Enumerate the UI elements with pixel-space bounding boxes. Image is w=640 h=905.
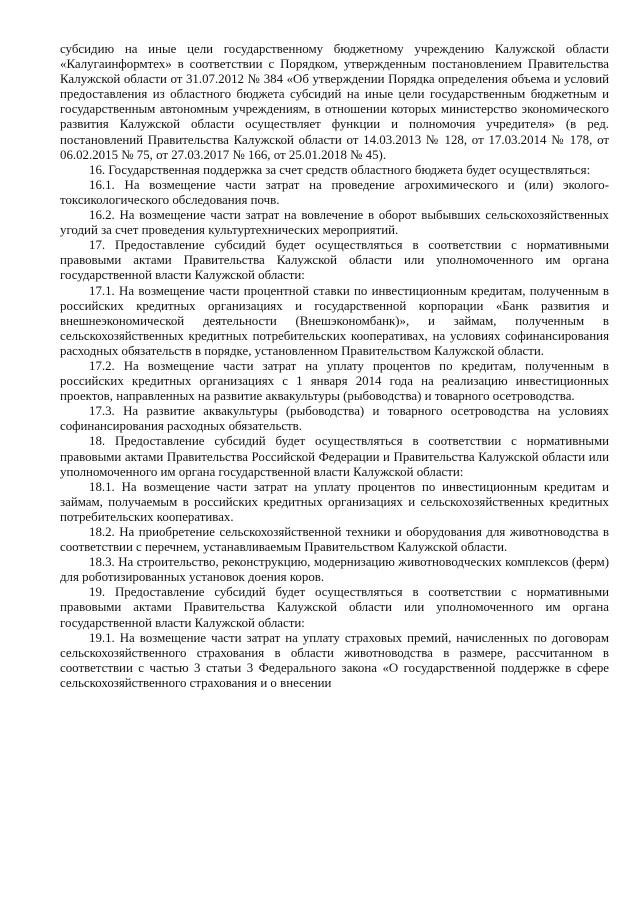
paragraph-18-1: 18.1. На возмещение части затрат на уплату процентов по инвестиционным кредитам и займам, получаемым в российских кредитных организациях и сельскохозяйственных кредитных потребительских кооперативах.	[60, 479, 609, 524]
paragraph-18: 18. Предоставление субсидий будет осуществляться в соответствии с нормативными правовыми актами Правительства Российской Федерации и Правительства Калужской области или уполномоченного им органа государственной власти Калужской области:	[60, 434, 609, 479]
paragraph-18-3: 18.3. На строительство, реконструкцию, модернизацию животноводческих комплексов (ферм) для роботизированных установок доения коров.	[60, 555, 609, 585]
paragraph-19: 19. Предоставление субсидий будет осуществляться в соответствии с нормативными правовыми актами Правительства Калужской области или уполномоченного им органа государственной власти Калужской области:	[60, 585, 609, 630]
paragraph-16-1: 16.1. На возмещение части затрат на проведение агрохимического и (или) эколого-токсикологического обследования почв.	[60, 177, 609, 207]
paragraph-19-1: 19.1. На возмещение части затрат на уплату страховых премий, начисленных по договорам сельскохозяйственного страхования в области животноводства в размере, рассчитанном в соответствии с частью 3 статьи 3 Федерального закона «О государственной поддержке в сфере сельскохозяйственного страхования и о внесении	[60, 630, 609, 690]
paragraph-17: 17. Предоставление субсидий будет осуществляться в соответствии с нормативными правовыми актами Правительства Калужской области или уполномоченного им органа государственной власти Калужской области:	[60, 238, 609, 283]
paragraph-17-3: 17.3. На развитие аквакультуры (рыбоводства) и товарного осетроводства на условиях софинансирования расходных обязательств.	[60, 404, 609, 434]
document-body	[60, 42, 609, 691]
paragraph-18-2: 18.2. На приобретение сельскохозяйственной техники и оборудования для животноводства в соответствии с перечнем, устанавливаемым Правительством Калужской области.	[60, 525, 609, 555]
paragraph-16-2: 16.2. На возмещение части затрат на вовлечение в оборот выбывших сельскохозяйственных угодий за счет проведения культуртехнических мероприятий.	[60, 208, 609, 238]
paragraph-continuation: субсидию на иные цели государственному бюджетному учреждению Калужской области «Калугаинформтех» в соответствии с Порядком, утвержденным постановлением Правительства Калужской области от 31.07.2012 № 384 «Об утверждении Порядка определения объема и условий предоставления из областного бюджета субсидий на иные цели государственным бюджетным и государственным автономным учреждениям, в отношении которых министерство экономического развития Калужской области осуществляет функции и полномочия учредителя» (в ред. постановлений Правительства Калужской области от 14.03.2013 № 128, от 17.03.2014 № 178, от 06.02.2015 № 75, от 27.03.2017 № 166, от 25.01.2018 № 45).	[60, 42, 609, 162]
paragraph-17-2: 17.2. На возмещение части затрат на уплату процентов по кредитам, полученным в российских кредитных организациях с 1 января 2014 года на реализацию инвестиционных проектов, направленных на развитие аквакультуры (рыбоводства) и товарного осетроводства.	[60, 358, 609, 404]
paragraph-17-1: 17.1. На возмещение части процентной ставки по инвестиционным кредитам, полученным в российских кредитных организациях и государственной корпорации «Банк развития и внешнеэкономической деятельности (Внешэкономбанк)», и займам, полученным в сельскохозяйственных кредитных потребительских кооперативах, на условиях софинансирования расходных обязательств в порядке, установленном Правительством Калужской области.	[60, 283, 609, 358]
paragraph-16: 16. Государственная поддержка за счет средств областного бюджета будет осуществляться:	[89, 162, 591, 177]
